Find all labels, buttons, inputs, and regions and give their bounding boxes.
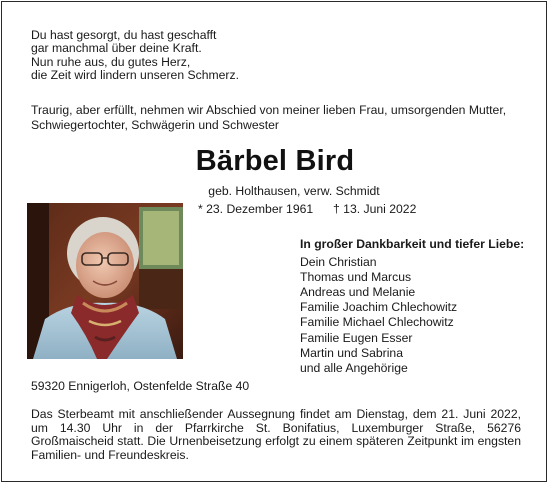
mourner-entry: Familie Joachim Chlechowitz	[300, 300, 458, 315]
mourners-list	[300, 237, 524, 376]
mourner-entry: Familie Michael Chlechowitz	[300, 315, 454, 330]
portrait-image	[27, 203, 183, 359]
deceased-name: Bärbel Bird	[195, 145, 355, 177]
funeral-notice: Das Sterbeamt mit anschließender Aussegnung findet am Dienstag, dem 21. Juni 2022, um 14.30 Uhr in der Pfarrkirche St. Bonifatius, Luxemburger Straße, 56276 Großmaischeid statt. Die Urnenbeisetzung erfolgt zu einem späteren Zeitpunkt im engsten Familien- und Freundeskreis.	[31, 407, 521, 462]
mourner-entry: Dein Christian	[300, 255, 377, 270]
portrait-photo	[27, 203, 183, 359]
mourner-entry: Martin und Sabrina	[300, 345, 403, 360]
poem-line: die Zeit wird lindern unseren Schmerz.	[31, 68, 239, 83]
farewell-intro: Traurig, aber erfüllt, nehmen wir Abschied von meiner lieben Frau, umsorgenden Mutter, Schwiegertochter, Schwägerin und Schwester	[31, 103, 507, 132]
family-address: 59320 Ennigerloh, Ostenfelde Straße 40	[31, 379, 250, 393]
mourner-entry: Andreas und Melanie	[300, 285, 416, 300]
memorial-poem	[31, 29, 239, 83]
poem-line: gar manchmal über deine Kraft.	[31, 41, 202, 56]
maiden-names: geb. Holthausen, verw. Schmidt	[208, 184, 380, 198]
mourner-entry: und alle Angehörige	[300, 360, 408, 375]
poem-line: Nun ruhe aus, du gutes Herz,	[31, 54, 191, 69]
death-date: † 13. Juni 2022	[333, 202, 417, 216]
birth-date: * 23. Dezember 1961	[198, 202, 314, 216]
mourner-entry: Familie Eugen Esser	[300, 330, 413, 345]
obituary-card	[1, 1, 547, 482]
mourner-entry: Thomas und Marcus	[300, 270, 412, 285]
thanks-heading: In großer Dankbarkeit und tiefer Liebe:	[300, 237, 525, 251]
poem-line: Du hast gesorgt, du hast geschafft	[31, 28, 217, 42]
